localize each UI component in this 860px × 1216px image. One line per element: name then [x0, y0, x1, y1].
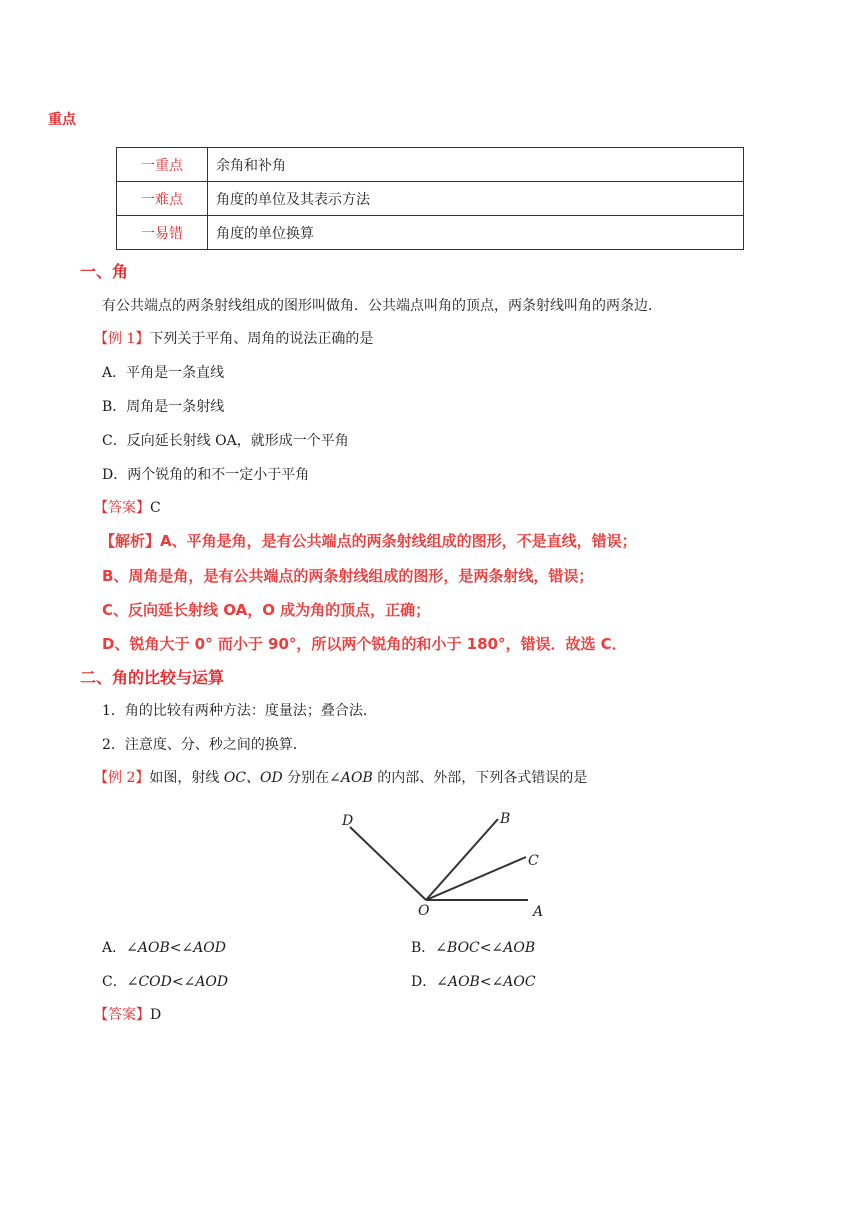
keypoint-category: 一难点	[117, 182, 208, 216]
option-letter: C．	[102, 974, 127, 990]
ray-oc	[426, 857, 526, 900]
section-heading: 一、角	[80, 262, 129, 281]
label-o: O	[418, 903, 430, 919]
label-d: D	[342, 813, 354, 829]
analysis-line: D、锐角大于 0° 而小于 90°，所以两个锐角的和小于 180°，错误．故选 C．	[102, 635, 627, 653]
point-text: 2．注意度、分、秒之间的换算．	[102, 737, 307, 753]
section-heading: 二、角的比较与运算	[80, 668, 225, 687]
option-a	[102, 937, 226, 957]
keypoint-category: 一易错	[117, 216, 208, 250]
answer-value: D	[150, 1007, 162, 1023]
analysis-line: B、周角是角，是有公共端点的两条射线组成的图形，是两条射线，错误；	[102, 567, 594, 585]
example-tag: 【例 1】	[94, 331, 150, 347]
option-expr: ∠AOB<∠AOC	[436, 974, 536, 990]
definition-text: 有公共端点的两条射线组成的图形叫做角．公共端点叫角的顶点，两条射线叫角的两条边．	[102, 298, 662, 314]
option-letter: A．	[102, 940, 127, 956]
answer-tag: 【答案】	[94, 500, 150, 516]
question-text: 的内部、外部，下列各式错误的是	[372, 770, 588, 786]
answer-tag: 【答案】	[94, 1007, 150, 1023]
ray-od	[350, 827, 426, 900]
label-b: B	[500, 811, 511, 827]
option-letter: D．	[411, 974, 437, 990]
table-row	[117, 148, 744, 182]
label-c: C	[528, 853, 539, 869]
keypoint-category: 一重点	[117, 148, 208, 182]
question-rays: OC、OD	[223, 770, 283, 786]
option-expr: ∠BOC<∠AOB	[435, 940, 536, 956]
page-title: 重点	[48, 112, 76, 128]
keypoints-table	[116, 147, 744, 250]
ray-ob	[426, 819, 498, 900]
analysis-line: C、反向延长射线 OA，O 成为角的顶点，正确；	[102, 601, 431, 619]
option-c: C．反向延长射线 OA，就形成一个平角	[102, 433, 349, 449]
answer-line	[94, 497, 161, 517]
option-b: B．周角是一条射线	[102, 399, 225, 415]
answer-line	[94, 1004, 161, 1024]
angle-figure	[330, 805, 560, 925]
table-row	[117, 216, 744, 250]
option-expr: ∠COD<∠AOD	[126, 974, 229, 990]
option-letter: B．	[411, 940, 436, 956]
option-b	[411, 937, 535, 957]
question-text: 如图，射线	[149, 770, 224, 786]
keypoint-content: 角度的单位及其表示方法	[208, 182, 744, 216]
example-question	[94, 767, 587, 787]
keypoint-content: 角度的单位换算	[208, 216, 744, 250]
analysis-line: 【解析】A、平角是角，是有公共端点的两条射线组成的图形，不是直线，错误；	[100, 532, 637, 550]
option-d	[411, 971, 536, 991]
keypoint-content: 余角和补角	[208, 148, 744, 182]
point-text: 1．角的比较有两种方法：度量法；叠合法．	[102, 703, 377, 719]
option-expr: ∠AOB<∠AOD	[126, 940, 227, 956]
question-text: 下列关于平角、周角的说法正确的是	[149, 331, 374, 347]
table-row	[117, 182, 744, 216]
question-angle: AOB	[340, 770, 373, 786]
example-tag: 【例 2】	[94, 770, 150, 786]
option-a: A．平角是一条直线	[102, 365, 225, 381]
example-question	[94, 328, 373, 348]
option-d: D．两个锐角的和不一定小于平角	[102, 467, 310, 483]
answer-value: C	[150, 500, 161, 516]
question-text: 分别在∠	[282, 770, 341, 786]
option-c	[102, 971, 228, 991]
label-a: A	[533, 904, 544, 920]
